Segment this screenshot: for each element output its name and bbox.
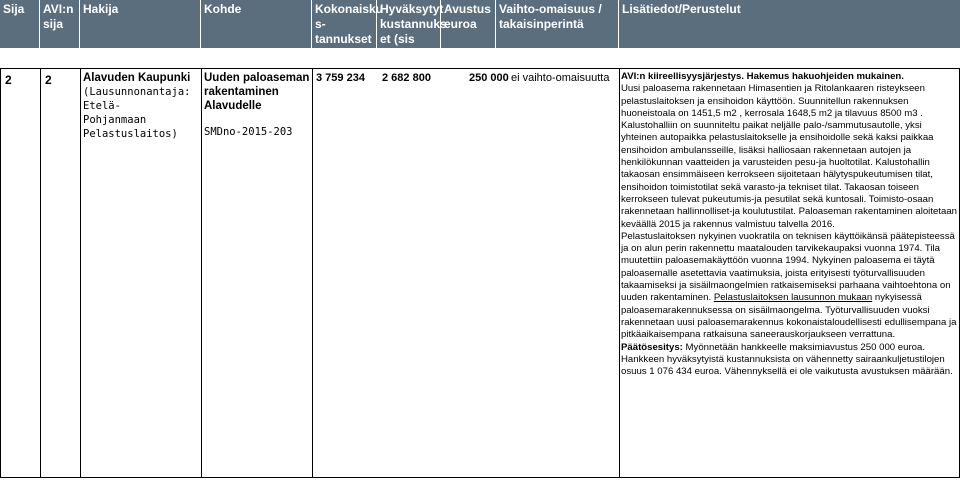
column-divider bbox=[312, 68, 313, 478]
kokonaiskustannukset-value: 3 759 234 bbox=[316, 72, 365, 84]
header-lisatiedot: Lisätiedot/Perustelut bbox=[622, 2, 741, 16]
header-sija: Sija bbox=[0, 0, 40, 48]
details-paragraph bbox=[621, 231, 957, 342]
details-text: nykyisessä paloasemarakennuksessa on sisäilmaongelma. Työturvallisuuden vuoksi rakennetaan uusi paloasemarakennus kokonaistaloudellisesti edullisempana ja pitkäaikaisempana ratkaisuna saneerauskorjaukseen verrattuna. bbox=[621, 292, 957, 341]
header-avi-sija: AVI:n sija bbox=[40, 0, 80, 48]
header-vaihto-omaisuus: Vaihto-omaisuus / takaisinperintä bbox=[496, 0, 619, 48]
table-header bbox=[0, 0, 960, 61]
header-kokonaiskustannukset: Kokonaisku s-tannukset (sis alv) bbox=[312, 0, 377, 48]
lausunto-link[interactable]: Pelastuslaitoksen lausunnon mukaan bbox=[713, 292, 873, 304]
details-text: Pelastuslaitoksen nykyinen vuokratila on teknisen käyttöikänsä päätepisteessä ja on alun perin rakennettu maatalouden tarvikekaupaksi vuonna 1974. Tila muutettiin paloasemakäyttöön vuonna 1994. Nykyinen paloasema ei täytä paloasemalle asetettavia vaatimuksia, joista erityisesti työturvallisuuden takaamiseksi ja sisäilmaongelmien ratkaisemiseksi parhaana vaihtoehtona on uuden rakentaminen. bbox=[621, 230, 955, 304]
hyvaksytyt-kustannukset-value: 2 682 800 bbox=[382, 72, 431, 84]
details-paragraph: Uusi paloasema rakennetaan Himasentien ja Ritolankaaren risteykseen pelastuslaitoksen ja ensihoidon käyttöön. Suunnitellun rakennuksen huoneistoala on 1451,5 m2 , kerrosala 1648,5 m2 ja tilavuus 8500 m3 . bbox=[621, 83, 925, 119]
kohde-dno: SMDno-2015-203 bbox=[204, 126, 293, 138]
column-divider bbox=[40, 68, 41, 478]
row-top-border bbox=[0, 68, 960, 69]
column-divider bbox=[80, 68, 81, 478]
vaihto-omaisuus-value: ei vaihto-omaisuutta bbox=[511, 72, 610, 84]
decision-label: Päätösesitys: bbox=[621, 341, 683, 353]
avustus-value: 250 000 bbox=[469, 72, 509, 84]
hakija-name: Alavuden Kaupunki bbox=[83, 72, 191, 84]
decision-paragraph bbox=[621, 342, 957, 379]
header-kohde: Kohde bbox=[201, 0, 312, 48]
column-divider bbox=[619, 68, 620, 478]
row-bottom-border bbox=[0, 477, 960, 478]
row-avi-sija: 2 bbox=[45, 73, 52, 87]
hakija-lausunnonantaja: (Lausunnonantaja: Etelä- Pohjanmaan Pelastuslaitos) bbox=[83, 86, 191, 140]
kohde-title: Uuden paloaseman rakentaminen Alavudelle bbox=[204, 72, 310, 112]
row-sija: 2 bbox=[5, 73, 12, 87]
decision-text: Myönnetään hankkeelle maksimiavustus 250 000 euroa. Hankkeen hyväksytyistä kustannuksista on vähennetty sairaankuljetustilojen osuus 1 076 434 euroa. Vähennyksellä ei ole vaikutusta avustuksen määrään. bbox=[621, 341, 953, 378]
details-heading: AVI:n kiireellisyysjärjestys. Hakemus hakuohjeiden mukainen. bbox=[621, 71, 904, 82]
column-divider bbox=[0, 68, 1, 478]
header-hyvaksytyt: Hyväksytyt kustannuks et (sis alv) bbox=[377, 0, 441, 48]
header-avustus: Avustus euroa bbox=[441, 0, 496, 48]
lisatiedot-perustelut bbox=[621, 71, 957, 378]
header-hakija: Hakija bbox=[80, 0, 201, 48]
details-paragraph: Kalustohalliin on suunniteltu paikat neljälle palo-/sammutusautolle, yksi yhteinen autopaikka pelastuslaitokselle ja ensihoidolle sekä kaksi paikkaa ensihoidon ambulansseille, lisäksi halliosaan rakennetaan autojen ja henkilökunnan vaatteiden ja varusteiden pesu-ja huoltotilat. Kalustohallin takaosan ensimmäiseen kerrokseen sijoitetaan hälytyspukeutumisen tilat, ensihoidon toimistotilat sekä varasto-ja tekniset tilat. Takaosan toiseen kerrokseen tulevat pukeutumis-ja pesutilat sekä kuntosali. Toimisto-osaan rakennetaan hallinnolliset-ja koulutustilat. Paloaseman rakentaminen aloitetaan keväällä 2015 ja rakennus valmistuu talvella 2016. bbox=[621, 120, 957, 230]
